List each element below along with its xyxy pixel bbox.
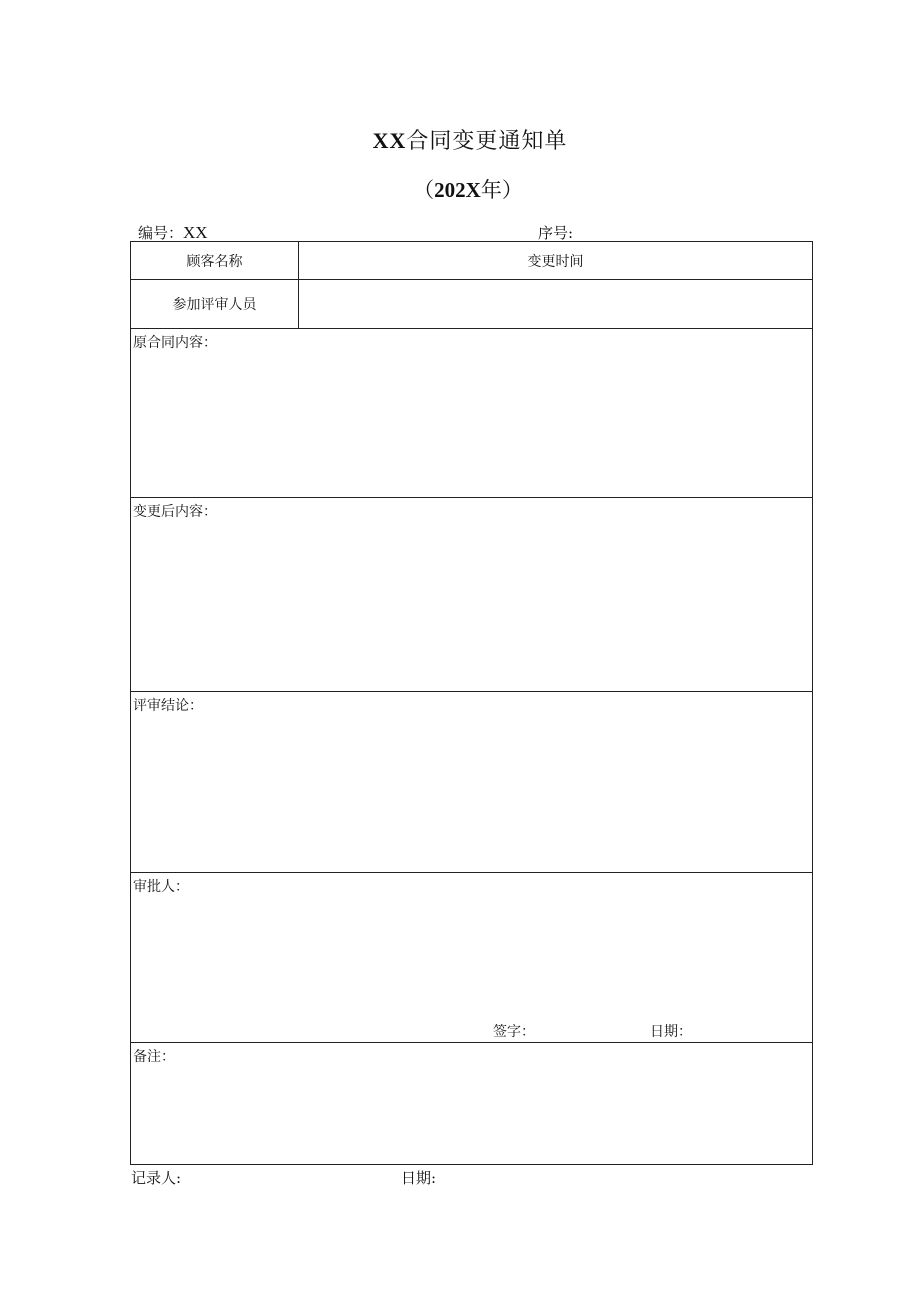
original-content-section[interactable] bbox=[131, 329, 813, 498]
change-time-label: 变更时间 bbox=[527, 253, 584, 270]
changed-content-label: 变更后内容： bbox=[133, 504, 217, 520]
year-value: 202X bbox=[434, 178, 481, 202]
review-conclusion-section[interactable] bbox=[131, 692, 813, 873]
original-content-label: 原合同内容： bbox=[133, 335, 217, 351]
document-year bbox=[0, 174, 920, 204]
reviewers-field[interactable] bbox=[299, 280, 812, 328]
remarks-section[interactable] bbox=[131, 1043, 813, 1165]
year-open: （ bbox=[413, 178, 435, 202]
customer-name-label: 顾客名称 bbox=[131, 242, 299, 279]
approver-section[interactable] bbox=[131, 873, 813, 1043]
title-prefix: XX bbox=[372, 128, 407, 153]
change-notice-form bbox=[130, 241, 813, 1165]
changed-content-section[interactable] bbox=[131, 498, 813, 692]
number-label: 编号： bbox=[138, 224, 184, 242]
recorder-label: 记录人: bbox=[131, 1169, 182, 1187]
document-title bbox=[0, 124, 920, 155]
number-value: XX bbox=[183, 223, 208, 242]
year-text: 年） bbox=[480, 178, 523, 202]
signature-date-label: 日期： bbox=[650, 1024, 692, 1040]
reviewers-row bbox=[131, 280, 813, 329]
reviewers-label: 参加评审人员 bbox=[131, 280, 299, 328]
remarks-label: 备注： bbox=[133, 1049, 175, 1065]
sequence-label: 序号: bbox=[538, 224, 574, 242]
signature-label: 签字： bbox=[493, 1024, 535, 1040]
review-conclusion-label: 评审结论： bbox=[133, 698, 203, 714]
footer-date-label: 日期: bbox=[401, 1169, 437, 1187]
title-text: 合同变更通知单 bbox=[406, 129, 568, 154]
approver-label: 审批人： bbox=[133, 879, 189, 895]
customer-row bbox=[131, 242, 813, 280]
document-number bbox=[138, 222, 208, 243]
